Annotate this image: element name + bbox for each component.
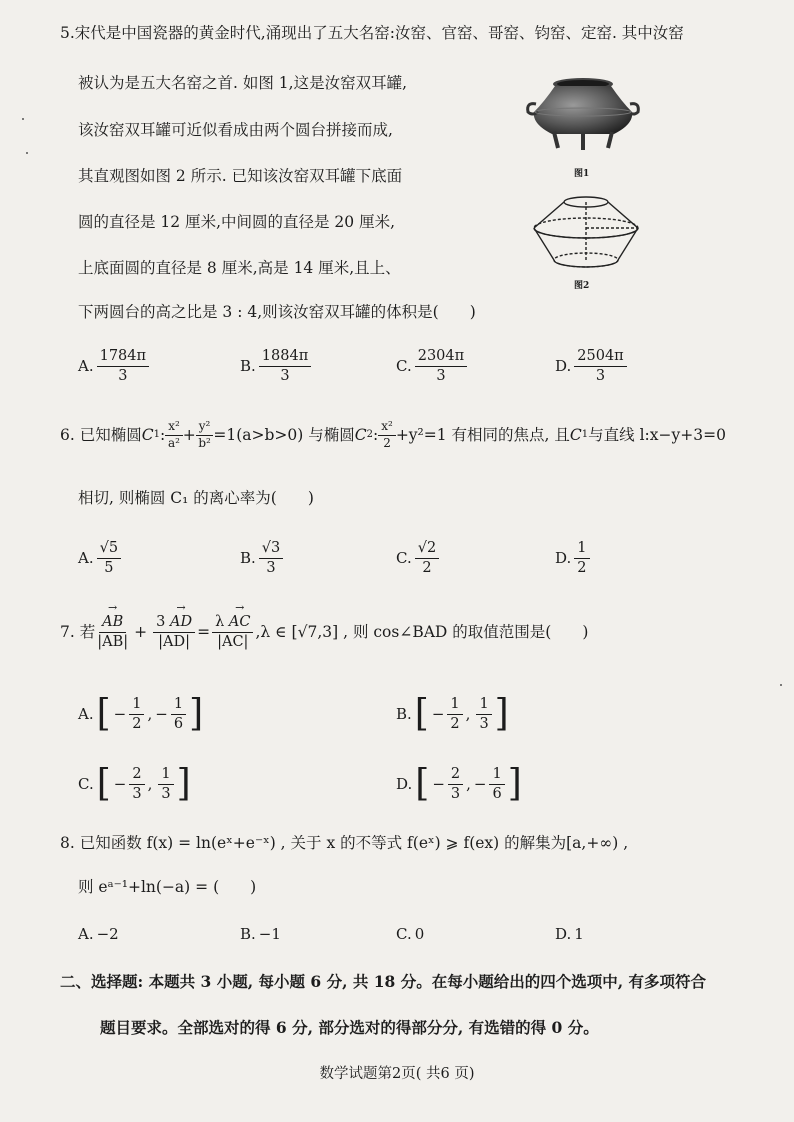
scan-speck bbox=[780, 684, 782, 686]
interval-close-bracket: ] bbox=[189, 692, 204, 736]
q7-option-c[interactable]: C. [ − $\frac{2}{3}$ , $\frac{1}{3}$ ] bbox=[78, 762, 191, 806]
option-letter: A. bbox=[78, 549, 94, 568]
interval-open-bracket: [ bbox=[414, 692, 429, 736]
q5-option-c[interactable] bbox=[396, 348, 467, 384]
option-letter: D. bbox=[396, 775, 413, 794]
option-letter: C. bbox=[396, 925, 412, 943]
q5-line-7: 下两圆台的高之比是 3 : 4,则该汝窑双耳罐的体积是( ) bbox=[78, 303, 476, 321]
option-fraction: $\frac{√2}{2}$ bbox=[415, 540, 439, 576]
q8-option-a[interactable] bbox=[78, 925, 119, 943]
q8-option-d[interactable] bbox=[555, 925, 584, 943]
q5-line-3: 该汝窑双耳罐可近似看成由两个圆台拼接而成, bbox=[78, 121, 393, 139]
option-value: −2 bbox=[96, 925, 119, 943]
q7-option-d[interactable]: D. [ − $\frac{2}{3}$ , − $\frac{1}{6}$ ] bbox=[396, 762, 522, 806]
interval-open-bracket: [ bbox=[415, 762, 430, 806]
page-footer: 数学试题第2页( 共6 页) bbox=[319, 1066, 475, 1082]
figure-2-frustum-diagram bbox=[530, 192, 642, 276]
q6-stem-line-1: 6. 已知椭圆 C 1 : $\frac{\text{x²}}{\text{a²}}$ + $\frac{\text{y²}}{\text{b²}}$ =1(a>b>0) 与椭圆 C 2 : $\frac{\text{x²}}{2}$ +y²=1 有相同的焦点, 且 C 1 与直线 l:x−y+3=0 bbox=[60, 419, 726, 450]
scan-speck bbox=[22, 118, 24, 120]
option-letter: A. bbox=[78, 925, 94, 943]
option-fraction: $\frac{2504\pi}{3}$ bbox=[574, 348, 626, 384]
q6-option-c[interactable] bbox=[396, 540, 439, 576]
option-letter: B. bbox=[240, 925, 256, 943]
q7-stem: 7. 若 → $\frac{AB}{|AB|}$ + $\frac{3 \to AD}{|AD|}$ = $\frac{\lambda \to AC}{|AC|}$ ,λ ∈ [√7,3] , 则 cos∠BAD 的取值范围是( ) bbox=[60, 614, 588, 650]
option-letter: C. bbox=[396, 549, 412, 568]
option-letter: D. bbox=[555, 549, 572, 568]
option-value: 1 bbox=[574, 925, 584, 943]
section-2-heading-line-2: 题目要求。全部选对的得 6 分, 部分选对的得部分分, 有选错的得 0 分。 bbox=[100, 1018, 599, 1037]
q5-line-6: 上底面圆的直径是 8 厘米,高是 14 厘米,且上、 bbox=[78, 259, 401, 277]
q6-option-a[interactable] bbox=[78, 540, 121, 576]
q6-option-d[interactable] bbox=[555, 540, 590, 576]
q7-option-b[interactable]: B. [ − $\frac{1}{2}$ , $\frac{1}{3}$ ] bbox=[396, 692, 509, 736]
q5-line-4: 其直观图如图 2 所示. 已知该汝窑双耳罐下底面 bbox=[78, 167, 403, 185]
interval-close-bracket: ] bbox=[507, 762, 522, 806]
interval-open-bracket: [ bbox=[96, 692, 111, 736]
option-letter: B. bbox=[396, 705, 412, 724]
option-fraction: $\frac{√3}{3}$ bbox=[259, 540, 283, 576]
option-fraction: $\frac{1}{2}$ bbox=[574, 540, 589, 576]
option-letter: C. bbox=[396, 357, 412, 376]
q8-stem-line-1: 8. 已知函数 f(x) = ln(eˣ+e⁻ˣ) , 关于 x 的不等式 f(eˣ) ⩾ f(ex) 的解集为[a,+∞) , bbox=[60, 834, 629, 852]
interval-close-bracket: ] bbox=[176, 762, 191, 806]
q5-line-2: 被认为是五大名窑之首. 如图 1,这是汝窑双耳罐, bbox=[78, 74, 407, 92]
figure-1-label: 图1 bbox=[574, 169, 590, 179]
option-letter: B. bbox=[240, 357, 256, 376]
option-fraction: $\frac{1884\pi}{3}$ bbox=[259, 348, 311, 384]
option-letter: D. bbox=[555, 357, 572, 376]
q7-option-a[interactable]: A. [ − $\frac{1}{2}$ , − $\frac{1}{6}$ ] bbox=[78, 692, 204, 736]
option-fraction: $\frac{2304\pi}{3}$ bbox=[415, 348, 467, 384]
q5-option-d[interactable] bbox=[555, 348, 627, 384]
interval-close-bracket: ] bbox=[494, 692, 509, 736]
q6-option-b[interactable] bbox=[240, 540, 283, 576]
option-letter: C. bbox=[78, 775, 94, 794]
figure-2-label: 图2 bbox=[574, 281, 590, 291]
option-value: −1 bbox=[258, 925, 281, 943]
q5-line-1: 5.宋代是中国瓷器的黄金时代,涌现出了五大名窑:汝窑、官窑、哥窑、钧窑、定窑. 其中汝窑 bbox=[60, 24, 684, 42]
option-letter: B. bbox=[240, 549, 256, 568]
option-value: 0 bbox=[414, 925, 425, 943]
figure-1-jar bbox=[524, 72, 642, 168]
option-fraction: $\frac{√5}{5}$ bbox=[97, 540, 121, 576]
option-letter: A. bbox=[78, 357, 94, 376]
q8-option-c[interactable] bbox=[396, 925, 424, 943]
option-letter: A. bbox=[78, 705, 94, 724]
section-2-heading-line-1: 二、选择题: 本题共 3 小题, 每小题 6 分, 共 18 分。在每小题给出的四个选项中, 有多项符合 bbox=[60, 972, 707, 991]
q5-option-a[interactable] bbox=[78, 348, 149, 384]
q8-stem-line-2: 则 eᵃ⁻¹+ln(−a) = ( ) bbox=[78, 878, 257, 896]
scan-speck bbox=[26, 152, 28, 154]
q6-stem-line-2: 相切, 则椭圆 C₁ 的离心率为( ) bbox=[78, 489, 314, 507]
q8-option-b[interactable] bbox=[240, 925, 281, 943]
q5-line-5: 圆的直径是 12 厘米,中间圆的直径是 20 厘米, bbox=[78, 213, 396, 231]
interval-open-bracket: [ bbox=[96, 762, 111, 806]
q5-option-b[interactable] bbox=[240, 348, 311, 384]
option-letter: D. bbox=[555, 925, 572, 943]
option-fraction: $\frac{1784\pi}{3}$ bbox=[97, 348, 149, 384]
